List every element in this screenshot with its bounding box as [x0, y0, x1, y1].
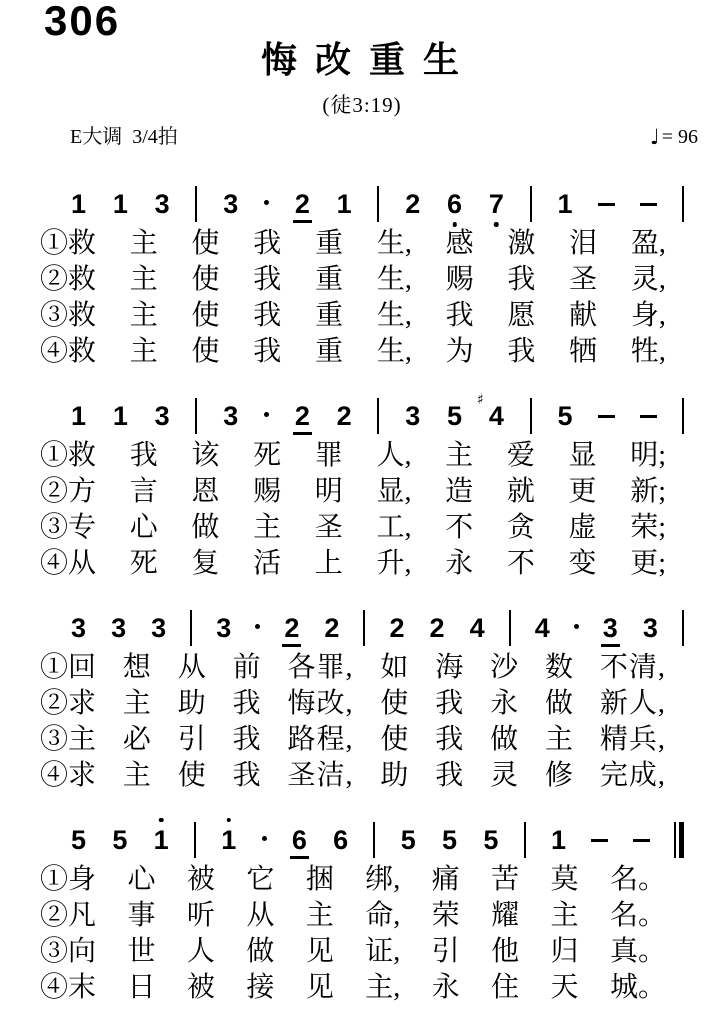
notation-row	[70, 182, 684, 226]
lyric-syllable: 人	[186, 936, 215, 967]
lyric-syllable: 生,	[376, 336, 412, 367]
barline	[682, 610, 684, 646]
final-barline-thick	[679, 822, 684, 858]
music-system	[40, 182, 666, 370]
lyric-syllable: 使	[380, 688, 409, 719]
lyric-syllable: 圣	[314, 512, 343, 543]
lyric-syllable: 就	[506, 476, 535, 507]
note: ♯ 4	[476, 391, 504, 431]
note: 2	[405, 188, 421, 219]
lyric-syllable: 见	[305, 972, 334, 1003]
lyric-syllable: 牲,	[630, 336, 666, 367]
lyric-line	[40, 970, 666, 1006]
lyric-syllable: 活	[253, 548, 282, 579]
lyric-syllable: 我	[445, 300, 474, 331]
barline	[373, 822, 375, 858]
lyric-syllable: 我	[435, 688, 464, 719]
note-dash	[598, 415, 615, 418]
note: 3	[223, 188, 239, 219]
barline	[682, 186, 684, 222]
note: 5	[557, 400, 573, 431]
lyric-line	[40, 510, 666, 546]
lyric-syllable: 泪	[569, 228, 598, 259]
lyric-line	[40, 722, 666, 758]
lyric-syllable: ①救	[40, 440, 97, 471]
note-dash	[591, 839, 608, 842]
lyric-syllable: 我	[232, 724, 261, 755]
lyric-syllable: 更	[568, 476, 597, 507]
lyric-syllable: 使	[191, 264, 220, 295]
note: 5	[400, 824, 416, 855]
lyric-syllable: 心	[129, 512, 158, 543]
lyric-syllable: 主,	[365, 972, 401, 1003]
lyric-syllable: 主	[253, 512, 282, 543]
barline	[363, 610, 365, 646]
lyric-syllable: 完成,	[599, 760, 666, 791]
lyric-syllable: 城。	[609, 972, 666, 1003]
lyric-line	[40, 650, 666, 686]
lyric-syllable: 我	[232, 760, 261, 791]
lyric-syllable: 做	[246, 936, 275, 967]
lyric-syllable: 灵	[490, 760, 519, 791]
barline	[530, 186, 532, 222]
note: 3	[111, 612, 127, 643]
lyric-syllable: 工,	[376, 512, 412, 543]
lyric-syllable: 永	[431, 972, 460, 1003]
lyric-syllable: ④救	[40, 336, 97, 367]
lyric-syllable: 我	[253, 300, 282, 331]
lyric-syllable: 我	[507, 264, 536, 295]
note: 4	[469, 612, 485, 643]
lyric-syllable: 荣;	[630, 512, 666, 543]
lyric-syllable: 天	[550, 972, 579, 1003]
lyric-syllable: 虚	[568, 512, 597, 543]
note: 3	[154, 188, 170, 219]
lyric-syllable: 死	[129, 548, 158, 579]
tempo-value: = 96	[661, 126, 698, 148]
lyric-syllable: 升,	[376, 548, 412, 579]
key-time-signature: E大调 3/4拍	[70, 126, 178, 148]
lyric-syllable: 我	[253, 264, 282, 295]
lyric-syllable: 被	[186, 972, 215, 1003]
duration-dot	[574, 624, 579, 629]
lyric-syllable: 被	[186, 864, 215, 895]
lyric-syllable: 日	[127, 972, 156, 1003]
lyric-syllable: ③主	[40, 724, 97, 755]
lyric-syllable: ③专	[40, 512, 97, 543]
lyric-syllable: 重	[315, 228, 344, 259]
lyric-syllable: 悔改,	[287, 688, 354, 719]
note: 3	[71, 612, 87, 643]
lyric-syllable: 主	[122, 760, 151, 791]
lyric-syllable: 证,	[365, 936, 401, 967]
lyric-syllable: ②凡	[40, 900, 97, 931]
lyric-syllable: 我	[232, 688, 261, 719]
lyric-syllable: 愿	[507, 300, 536, 331]
lyric-syllable: 圣洁,	[287, 760, 354, 791]
lyric-syllable: 爱	[506, 440, 535, 471]
lyric-syllable: 不清,	[599, 652, 666, 683]
note: 1	[112, 400, 128, 431]
music-system	[40, 391, 666, 582]
lyric-syllable: 复	[191, 548, 220, 579]
barline	[524, 822, 526, 858]
notation-row	[70, 606, 684, 650]
page-title: 悔 改 重 生	[260, 39, 463, 80]
lyric-syllable: 我	[129, 440, 158, 471]
lyric-syllable: 主	[122, 688, 151, 719]
lyric-syllable: 主	[545, 724, 574, 755]
lyric-syllable: 使	[191, 336, 220, 367]
lyric-syllable: ④从	[40, 548, 97, 579]
lyric-syllable: 显,	[376, 476, 412, 507]
barline	[377, 398, 379, 434]
note: 5	[71, 824, 87, 855]
tempo-marking	[650, 124, 698, 150]
barline	[190, 610, 192, 646]
lyric-syllable: 生,	[376, 300, 412, 331]
lyric-syllable: 名。	[609, 900, 666, 931]
barline	[509, 610, 511, 646]
lyric-syllable: 我	[435, 724, 464, 755]
music-system	[40, 818, 666, 1006]
octave-dot-above	[159, 818, 164, 823]
scripture-reference: (徒3:19)	[322, 93, 402, 117]
barline	[377, 186, 379, 222]
lyric-syllable: 捆	[305, 864, 334, 895]
lyric-syllable: 沙	[490, 652, 519, 683]
note: 2	[294, 400, 310, 431]
lyric-syllable: ①救	[40, 228, 97, 259]
lyric-syllable: 前	[232, 652, 261, 683]
lyric-syllable: 各罪,	[287, 652, 354, 683]
lyric-syllable: 引	[431, 936, 460, 967]
note: 1	[71, 400, 87, 431]
lyric-syllable: 主	[550, 900, 579, 931]
lyric-syllable: 主	[129, 264, 158, 295]
lyric-syllable: ①回	[40, 652, 97, 683]
lyric-line	[40, 226, 666, 262]
note: 4	[534, 612, 550, 643]
lyric-syllable: 感	[445, 228, 474, 259]
lyric-syllable: 见	[305, 936, 334, 967]
notation-row	[70, 391, 684, 438]
lyric-syllable: ②救	[40, 264, 97, 295]
note: 2	[429, 612, 445, 643]
octave-dot-below	[494, 222, 499, 227]
final-barline-thin	[674, 822, 676, 858]
lyric-syllable: 耀	[491, 900, 520, 931]
lyric-syllable: 命,	[365, 900, 401, 931]
note: 6	[333, 824, 349, 855]
lyric-syllable: 归	[550, 936, 579, 967]
lyric-syllable: ②求	[40, 688, 97, 719]
note-dash	[598, 203, 615, 206]
lyric-syllable: 重	[315, 264, 344, 295]
lyric-syllable: 贪	[506, 512, 535, 543]
lyric-syllable: 不	[445, 512, 474, 543]
lyric-line	[40, 438, 666, 474]
note: 5	[112, 824, 128, 855]
lyric-syllable: 真。	[609, 936, 666, 967]
note: 3	[602, 612, 618, 643]
note: 2	[324, 612, 340, 643]
note: 1	[336, 188, 352, 219]
note: 5	[447, 400, 463, 431]
note: 6	[291, 824, 307, 855]
lyric-syllable: 死	[253, 440, 282, 471]
note: 1	[557, 188, 573, 219]
music-systems	[0, 182, 724, 1006]
lyric-syllable: 新;	[630, 476, 666, 507]
duration-dot	[264, 412, 269, 417]
lyric-syllable: 海	[435, 652, 464, 683]
lyric-syllable: 事	[127, 900, 156, 931]
lyric-line	[40, 298, 666, 334]
lyric-line	[40, 262, 666, 298]
lyric-syllable: ③向	[40, 936, 97, 967]
lyric-syllable: 做	[490, 724, 519, 755]
lyric-syllable: 赐	[253, 476, 282, 507]
lyric-syllable: 永	[490, 688, 519, 719]
hymn-number: 306	[44, 0, 121, 44]
lyric-syllable: 赐	[445, 264, 474, 295]
lyric-line	[40, 934, 666, 970]
note: 3	[223, 400, 239, 431]
lyric-syllable: 盈,	[630, 228, 666, 259]
lyric-syllable: 它	[246, 864, 275, 895]
lyric-syllable: 圣	[569, 264, 598, 295]
lyric-syllable: 我	[253, 336, 282, 367]
lyric-syllable: 精兵,	[599, 724, 666, 755]
lyric-line	[40, 474, 666, 510]
lyric-syllable: 接	[246, 972, 275, 1003]
lyric-syllable: 世	[127, 936, 156, 967]
lyric-syllable: 灵,	[630, 264, 666, 295]
lyric-syllable: 明	[314, 476, 343, 507]
note: 3	[216, 612, 232, 643]
lyric-syllable: ①身	[40, 864, 97, 895]
note: 1	[112, 188, 128, 219]
lyric-syllable: 使	[177, 760, 206, 791]
lyric-syllable: 献	[569, 300, 598, 331]
lyric-line	[40, 758, 666, 794]
lyric-line	[40, 686, 666, 722]
lyric-syllable: 做	[191, 512, 220, 543]
lyric-syllable: 荣	[431, 900, 460, 931]
lyric-syllable: 主	[129, 228, 158, 259]
note-dash	[640, 203, 657, 206]
note: 1	[71, 188, 87, 219]
barline	[195, 186, 197, 222]
lyric-syllable: 我	[253, 228, 282, 259]
lyric-syllable: 听	[186, 900, 215, 931]
lyric-syllable: ④求	[40, 760, 97, 791]
note-dash	[640, 415, 657, 418]
note: 3	[642, 612, 658, 643]
lyric-syllable: 他	[491, 936, 520, 967]
lyric-syllable: 莫	[550, 864, 579, 895]
lyric-syllable: 明;	[630, 440, 666, 471]
note: 2	[336, 400, 352, 431]
notation-row	[70, 818, 684, 862]
lyric-syllable: 生,	[376, 228, 412, 259]
note: 3	[151, 612, 167, 643]
lyric-syllable: 想	[122, 652, 151, 683]
lyric-syllable: 苦	[491, 864, 520, 895]
note: 5	[483, 824, 499, 855]
lyric-syllable: 变	[568, 548, 597, 579]
duration-dot	[262, 836, 267, 841]
note: 2	[284, 612, 300, 643]
lyric-syllable: 助	[380, 760, 409, 791]
lyric-line	[40, 898, 666, 934]
lyric-syllable: 我	[435, 760, 464, 791]
lyric-syllable: 重	[315, 336, 344, 367]
music-system	[40, 606, 666, 794]
lyric-syllable: ②方	[40, 476, 97, 507]
lyric-syllable: 显	[568, 440, 597, 471]
lyric-line	[40, 334, 666, 370]
note: 3	[405, 400, 421, 431]
lyric-syllable: 从	[246, 900, 275, 931]
duration-dot	[264, 200, 269, 205]
lyric-syllable: ④末	[40, 972, 97, 1003]
lyric-syllable: 更;	[630, 548, 666, 579]
lyric-syllable: 名。	[609, 864, 666, 895]
lyric-syllable: 激	[507, 228, 536, 259]
note: 1	[550, 824, 566, 855]
lyric-syllable: 身,	[630, 300, 666, 331]
sharp-sign: ♯	[476, 391, 484, 408]
note: 1	[153, 827, 170, 854]
lyric-syllable: 不	[506, 548, 535, 579]
lyric-syllable: 主	[305, 900, 334, 931]
note: 2	[294, 188, 310, 219]
lyric-syllable: 使	[380, 724, 409, 755]
note: 7	[488, 191, 505, 218]
lyric-syllable: 牺	[569, 336, 598, 367]
lyric-syllable: 新人,	[599, 688, 666, 719]
note: 5	[442, 824, 458, 855]
note: 1	[220, 827, 237, 854]
barline	[530, 398, 532, 434]
octave-dot-below	[452, 222, 457, 227]
lyric-syllable: 路程,	[287, 724, 354, 755]
lyric-syllable: 必	[122, 724, 151, 755]
octave-dot-above	[226, 818, 231, 823]
lyric-syllable: ③救	[40, 300, 97, 331]
lyric-syllable: 使	[191, 228, 220, 259]
lyric-syllable: 使	[191, 300, 220, 331]
note: 6	[446, 191, 463, 218]
lyric-syllable: 言	[129, 476, 158, 507]
lyric-syllable: 绑,	[365, 864, 401, 895]
lyric-syllable: 永	[445, 548, 474, 579]
lyric-syllable: 造	[445, 476, 474, 507]
lyric-syllable: 生,	[376, 264, 412, 295]
barline	[682, 398, 684, 434]
lyric-syllable: 罪	[314, 440, 343, 471]
lyric-syllable: 助	[177, 688, 206, 719]
lyric-syllable: 恩	[191, 476, 220, 507]
quarter-note-icon: ♩	[649, 125, 660, 149]
note: 3	[154, 400, 170, 431]
barline	[194, 822, 196, 858]
lyric-syllable: 主	[445, 440, 474, 471]
lyric-syllable: 我	[507, 336, 536, 367]
lyric-syllable: 人,	[376, 440, 412, 471]
lyric-syllable: 重	[315, 300, 344, 331]
lyric-syllable: 从	[177, 652, 206, 683]
lyric-line	[40, 862, 666, 898]
lyric-syllable: 住	[491, 972, 520, 1003]
lyric-syllable: 上	[314, 548, 343, 579]
lyric-syllable: 修	[545, 760, 574, 791]
duration-dot	[255, 624, 260, 629]
lyric-syllable: 做	[545, 688, 574, 719]
lyric-syllable: 主	[129, 300, 158, 331]
lyric-syllable: 数	[545, 652, 574, 683]
barline	[195, 398, 197, 434]
lyric-syllable: 为	[445, 336, 474, 367]
lyric-syllable: 该	[191, 440, 220, 471]
lyric-syllable: 主	[129, 336, 158, 367]
note-dash	[633, 839, 650, 842]
meta-row	[70, 124, 698, 150]
note: 2	[389, 612, 405, 643]
lyric-line	[40, 546, 666, 582]
lyric-syllable: 引	[177, 724, 206, 755]
lyric-syllable: 痛	[431, 864, 460, 895]
lyric-syllable: 如	[380, 652, 409, 683]
lyric-syllable: 心	[127, 864, 156, 895]
final-barline	[674, 822, 684, 858]
